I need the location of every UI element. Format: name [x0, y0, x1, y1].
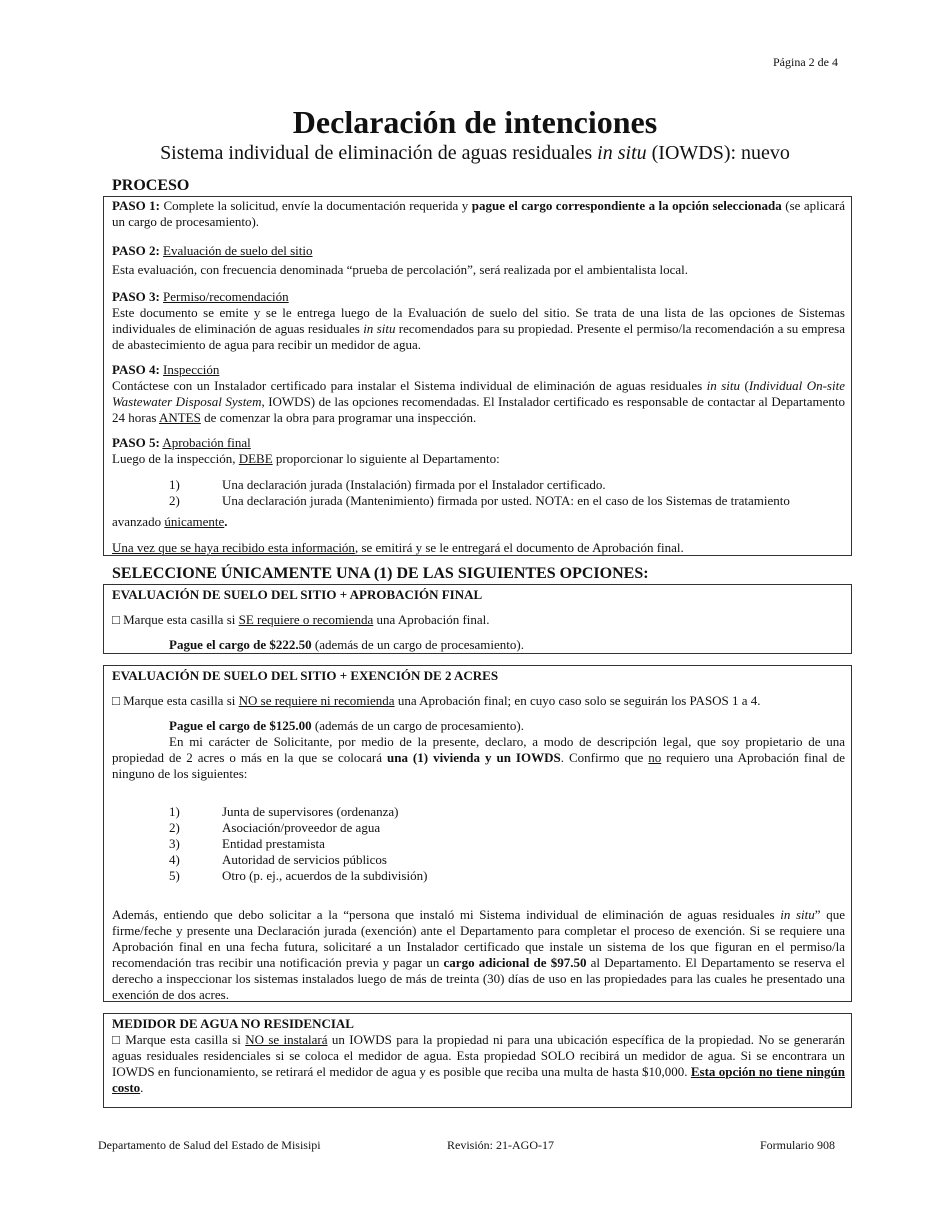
- paso-5-final: Una vez que se haya recibido esta información, se emitirá y se le entregará el documento de Aprobación final.: [112, 540, 684, 555]
- option-two-acre-exemption-box: [103, 665, 852, 1002]
- paso-5-list: [112, 477, 845, 509]
- paso-3-title: PASO 3: Permiso/recomendación: [112, 289, 289, 304]
- checkbox-final-approval[interactable]: □: [112, 612, 120, 627]
- option-2-check-row: □ Marque esta casilla si NO se requiere ni recomienda una Aprobación final; en cuyo caso solo se seguirán los PASOS 1 a 4.: [112, 693, 761, 708]
- option-water-meter-box: [103, 1013, 852, 1108]
- document-title: Declaración de intenciones: [292, 104, 658, 140]
- proceso-heading: PROCESO: [112, 177, 190, 194]
- option-3-text: □ Marque esta casilla si NO se instalará un IOWDS para la propiedad ni para una ubicación específica de la propiedad. No se generarán aguas residuales residenciales si se coloca el medidor de agua. Esta propiedad SOLO recibirá un medidor de agua. Si se encontrara un IOWDS en funcionamiento, se retirará el medidor de agua y es posible que reciba una multa de hasta $10,000. Esta opción no tiene ningún costo.: [112, 1032, 846, 1095]
- list-item: 5) Otro (p. ej., acuerdos de la subdivisión): [169, 868, 428, 883]
- option-2-paragraph: Además, entiendo que debo solicitar a la “persona que instaló mi Sistema individual de eliminación de aguas residuales in situ” que firme/feche y presente una Declaración jurada (exención) ante el Departamento para completar el proceso de exención. Si se requiere una Aprobación final en una fecha futura, solicitaré a un Instalador certificado que instale un sistema de los que figuran en el permiso/la recomendación tras recibir una notificación previa y pagar un cargo adicional de $97.50 al Departamento. El Departamento se reserva el derecho a inspeccionar los sistemas instalados luego de más de treinta (30) días de uso en las propiedades para las cuales he presentado una exención de dos acres.: [112, 907, 845, 1002]
- paso-4-title: PASO 4: Inspección: [112, 362, 220, 377]
- paso-5-text: Luego de la inspección, DEBE proporcionar lo siguiente al Departamento:: [112, 451, 500, 466]
- list-item: 2) Asociación/proveedor de agua: [169, 820, 381, 835]
- option-2-fee: Pague el cargo de $125.00 (además de un cargo de procesamiento).: [169, 718, 524, 733]
- option-1-check-row: □ Marque esta casilla si SE requiere o recomienda una Aprobación final.: [112, 612, 490, 627]
- list-item: 1) Una declaración jurada (Instalación) firmada por el Instalador certificado.: [169, 477, 606, 492]
- list-item: 1) Junta de supervisores (ordenanza): [169, 804, 399, 819]
- list-item: 3) Entidad prestamista: [169, 836, 325, 851]
- proceso-box: [103, 196, 852, 556]
- paso-5-title: PASO 5: Aprobación final: [112, 435, 251, 450]
- option-3-heading: MEDIDOR DE AGUA NO RESIDENCIAL: [112, 1016, 354, 1031]
- document-subtitle: Sistema individual de eliminación de aguas residuales in situ (IOWDS): nuevo: [160, 142, 790, 164]
- paso-3-text: Este documento se emite y se le entrega luego de la Evaluación de suelo del sitio. Se trata de una lista de las opciones de Sistemas individuales de eliminación de aguas residuales in situ recomendados para su propiedad. Presente el permiso/la recomendación a su empresa de abastecimiento de agua para recibir un medidor de agua.: [112, 305, 845, 352]
- option-1-heading: EVALUACIÓN DE SUELO DEL SITIO + APROBACIÓN FINAL: [112, 587, 483, 602]
- footer-revision: Revisión: 21-AGO-17: [447, 1138, 554, 1152]
- option-final-approval-box: [103, 584, 852, 654]
- option-2-list: [112, 804, 845, 884]
- option-1-fee: Pague el cargo de $222.50 (además de un cargo de procesamiento).: [169, 637, 524, 652]
- checkbox-water-meter[interactable]: □: [112, 1032, 121, 1047]
- list-item: 4) Autoridad de servicios públicos: [169, 852, 387, 867]
- paso-2-text: Esta evaluación, con frecuencia denominada “prueba de percolación”, será realizada por el ambientalista local.: [112, 262, 689, 277]
- paso-5-continuation: avanzado únicamente.: [112, 514, 228, 529]
- footer-department: Departamento de Salud del Estado de Misisipi: [98, 1138, 321, 1152]
- footer-form-number: Formulario 908: [760, 1138, 835, 1152]
- option-2-heading: EVALUACIÓN DE SUELO DEL SITIO + EXENCIÓN DE 2 ACRES: [112, 668, 499, 683]
- paso-1: PASO 1: Complete la solicitud, envíe la documentación requerida y pague el cargo correspondiente a la opción seleccionada (se aplicará un cargo de procesamiento).: [112, 198, 845, 229]
- paso-2-title: PASO 2: Evaluación de suelo del sitio: [112, 243, 313, 258]
- checkbox-two-acre-exemption[interactable]: □: [112, 693, 120, 708]
- option-2-declaration: En mi carácter de Solicitante, por medio de la presente, declaro, a modo de descripción legal, que soy propietario de una propiedad de 2 acres o más en la que se colocará una (1) vivienda y un IOWDS. Confirmo que no requiero una Aprobación final de ninguno de los siguientes:: [112, 734, 846, 781]
- list-item: 2) Una declaración jurada (Mantenimiento) firmada por usted. NOTA: en el caso de los Sistemas de tratamiento: [169, 493, 790, 508]
- paso-4-text: Contáctese con un Instalador certificado para instalar el Sistema individual de eliminación de aguas residuales in situ (Individual On-site Wastewater Disposal System, IOWDS) de las opciones recomendadas. El Instalador certificado es responsable de contactar al Departamento 24 horas ANTES de comenzar la obra para programar una inspección.: [112, 378, 845, 425]
- page-number: Página 2 de 4: [773, 55, 838, 69]
- options-heading: SELECCIONE ÚNICAMENTE UNA (1) DE LAS SIGUIENTES OPCIONES:: [112, 565, 649, 582]
